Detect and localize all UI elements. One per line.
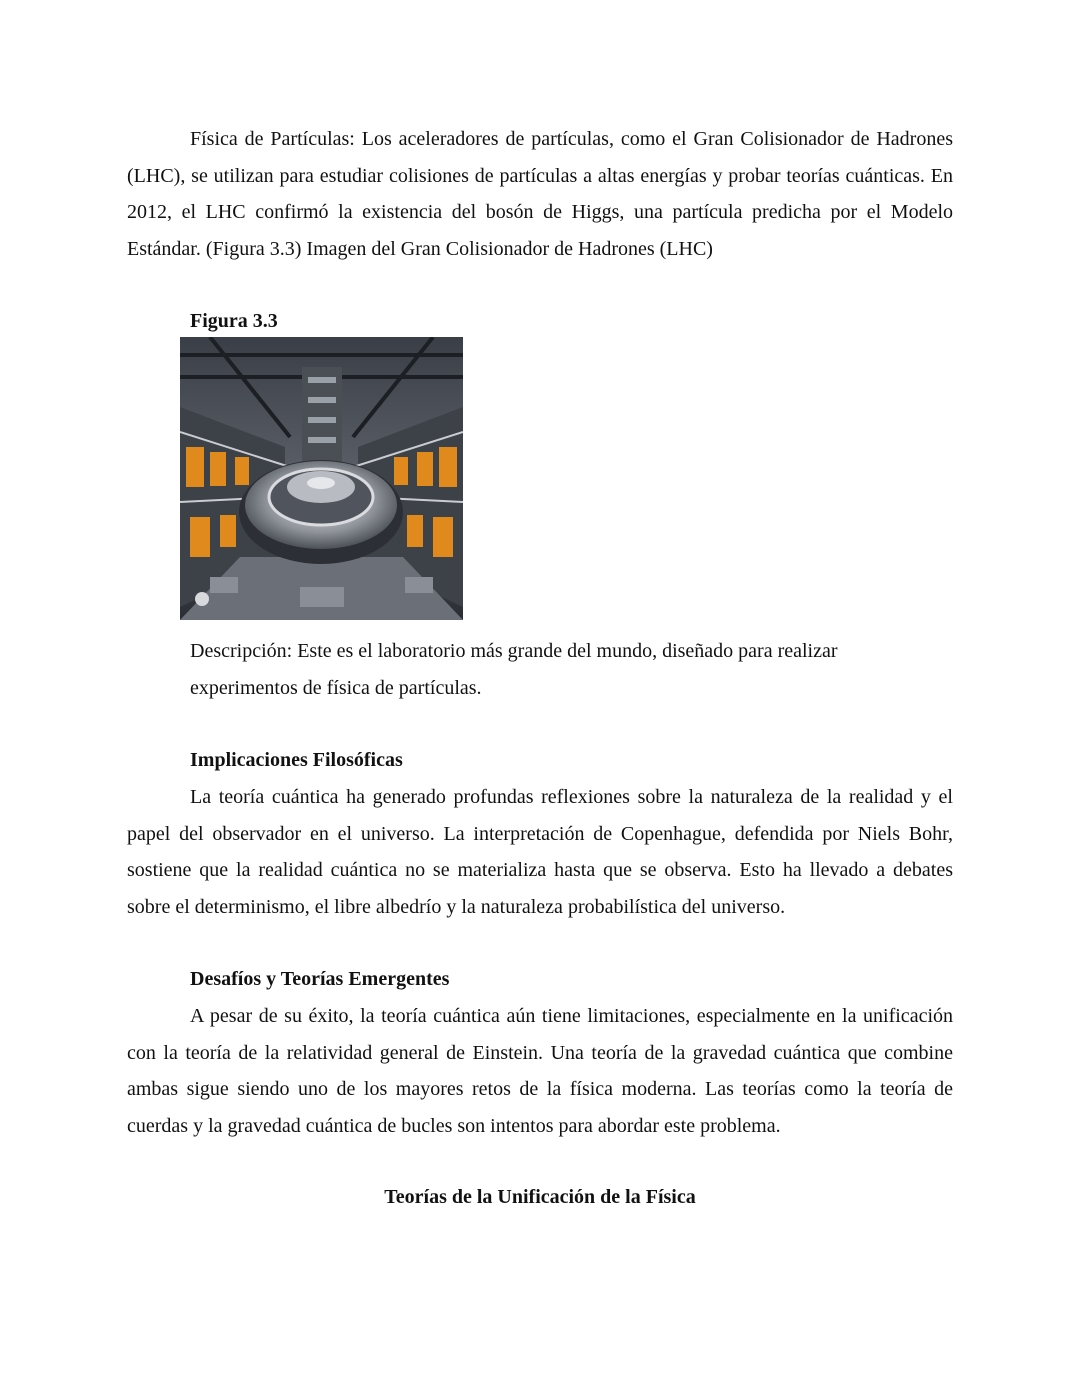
paragraph-particle-physics: Física de Partículas: Los aceleradores de partículas, como el Gran Colisionador de Hadrones (LHC), se utilizan para estudiar colisiones de partículas a altas energías y probar teorías cuánticas. En 2012, el LHC confirmó la existencia del bosón de Higgs, una partícula predicha por el Modelo Estándar. (Figura 3.3) Imagen del Gran Colisionador de Hadrones (LHC) — [127, 128, 953, 261]
figure-lhc-image — [180, 337, 463, 620]
heading-implicaciones: Implicaciones Filosóficas — [190, 749, 403, 771]
figure-description: Descripción: Este es el laboratorio más grande del mundo, diseñado para realizar experimentos de física de partículas. — [190, 640, 838, 699]
paragraph-implicaciones: La teoría cuántica ha generado profundas reflexiones sobre la naturaleza de la realidad y el papel del observador en el universo. La interpretación de Copenhague, defendida por Niels Bohr, sostiene que la realidad cuántica no se materializa hasta que se observa. Esto ha llevado a debates sobre el determinismo, el libre albedrío y la naturaleza probabilística del universo. — [127, 786, 953, 919]
figure-label: Figura 3.3 — [190, 310, 278, 332]
section-title-unificacion: Teorías de la Unificación de la Física — [384, 1186, 696, 1208]
lhc-illustration — [180, 337, 463, 620]
paragraph-desafios: A pesar de su éxito, la teoría cuántica aún tiene limitaciones, especialmente en la unificación con la teoría de la relatividad general de Einstein. Una teoría de la gravedad cuántica que combine ambas sigue siendo uno de los mayores retos de la física moderna. Las teorías como la teoría de cuerdas y la gravedad cuántica de bucles son intentos para abordar este problema. — [127, 1005, 953, 1138]
heading-desafios: Desafíos y Teorías Emergentes — [190, 968, 450, 990]
